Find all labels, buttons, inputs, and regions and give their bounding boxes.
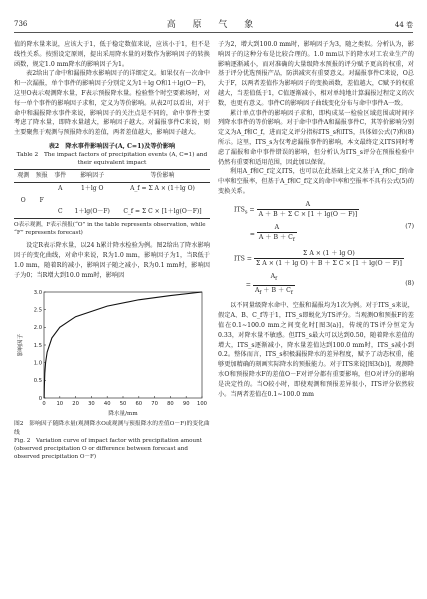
table-cell <box>33 206 52 218</box>
table-cell <box>14 182 33 194</box>
x-axis-label: 降水量/mm <box>108 411 138 418</box>
equation-number: (7) <box>405 222 414 230</box>
left-column <box>14 40 210 461</box>
table-header: 预报 <box>35 171 48 179</box>
paragraph: 值的降水量来说，应该大于1，低于稳定数值来说，应该小于1，但不是线性关系。按照设定原则，提出采用降水量的对数作为影响因子的转换函数，规定1.0 mm降水的影响因子为1。 <box>14 41 210 68</box>
equation-line: = $\frac{A}{A + B + C_f}$ <box>234 223 414 246</box>
paragraph: 表2给出了命中和漏报降水影响因子的详细定义。如果仅有一次命中和一次漏报，单个事件的影响因子分别定义为1＋lg O和1＋lg(O－F)，这里O表示观测降水量，F表示预报降水量。检验整个时空要素场时，对每一单个事件的影响因子求和，定义为等价影响。从表2可以看出，对于命中和漏报降水事件来说，影响因子的关注点是不同的，命中事件主要考虑了降水量，即降水量越大，影响因子越大。对漏报事件C来说，则主要聚焦于观测与预报降水的差值，两者差值越大，影响因子越大。 <box>14 70 210 137</box>
table-cell: 1＋lg O <box>81 184 104 192</box>
x-tick-label: 50 <box>119 401 127 408</box>
equation-number: (8) <box>405 279 414 287</box>
impact-factor-chart <box>14 286 210 418</box>
table-cell <box>51 195 70 207</box>
equation-line: ITS = $\frac{\text{Σ A × (1 ＋ lg O)}}{\text{Σ A × (1 ＋ lg O) ＋ B ＋ Σ C × [1 ＋ lg(O － F)]}}$ <box>234 249 402 268</box>
table-cell: A_f = Σ A × (1＋lg O) <box>130 184 195 192</box>
figure-caption-cn: 图2 影响因子随降水量(观测降水O或观测与预报降水的差值O－F)的变化曲线 <box>14 421 210 436</box>
table-header-row <box>14 169 210 182</box>
table-title-cn: 表2 降水事件影响因子(A, C=1)及等价影响 <box>48 142 176 150</box>
paragraph: 以不同量级降水命中、空报和漏报均为1次为例。对于ITS_s来说，假定A、B、C_f等于1，ITS_s即蜕化为TS评分。当观测O和预报F的差值在0.1~100.0 mm之间变化时[图3(a)]，传统的TS评分恒定为0.33，对降水量不敏感。但ITS_s最大可以达到0.50，随着降水差值的增大，ITS_s逐渐减小，降水量差值达到100.0 mm时，ITS_s减小到0.2。整体而言，ITS_s积极漏报降水的差异程度，赋予了动态权重，能够更加精确的刻画实际降水的预报能力。对于ITS来说[图3(b)]，观测降水O和预报降水F的差值O－F对评分都有重要影响，但O对评分的影响是决定性的。当O较小时，即使观测和预报差异很小，ITS评分依然较小。当两者差值在0.1~100.0 mm <box>218 302 414 398</box>
table-cell: C_f = Σ C × [1＋lg(O－F)] <box>123 208 202 216</box>
equation-fraction: $\frac{A}{\text{A ＋ B ＋ Σ C × [1 ＋ lg(O － F)]}}$ <box>258 200 358 219</box>
equation-7 <box>218 200 414 246</box>
table-cell: F <box>39 196 44 204</box>
x-tick-label: 20 <box>72 401 79 408</box>
y-tick-label: 2.0 <box>33 325 42 332</box>
paragraph: 累计单点事件的影响因子求和，即构成某一检验区域范围或时间序列降水事件的等价影响。对于命中事件A和漏报事件C，其等价影响分别定义为A_f和C_f，进而定义评分指标ITS_s和ITS，具体如公式(7)和(8)所示。这里，ITS_s为仅考虑漏报事件的影响，本文最终定义ITS同时考虑了漏报和命中事件错误的影响，但分析认为ITS_s评分在预报检验中仍然有重要和适用范围，因此加以保留。 <box>218 109 414 166</box>
table-cell: A <box>58 184 63 192</box>
table-header: 观测 <box>17 171 30 179</box>
y-tick-label: 2.5 <box>33 307 42 314</box>
table-cell <box>14 206 33 218</box>
equation-line: $ITS_s$ = $\frac{A}{\text{A ＋ B ＋ Σ C × [1 ＋ lg(O － F)]}}$ <box>234 200 358 219</box>
plot-frame <box>44 292 202 398</box>
table-cell <box>115 195 210 207</box>
table-header: 事件 <box>54 171 67 179</box>
y-tick-label: 3.0 <box>33 290 42 297</box>
y-tick-label: 0.5 <box>33 378 42 385</box>
equation-fraction: $\frac{A}{A + B + C_f}$ <box>258 223 295 244</box>
figure-caption-en: Fig. 2 Variation curve of impact factor with precipitation amount (observed precipitation O or difference between forecast and observed precipitation O－F) <box>14 438 202 461</box>
table-cell: 1＋lg(O－F) <box>74 208 110 216</box>
right-column <box>218 40 414 399</box>
table-header: 影响因子 <box>80 171 105 179</box>
paragraph: 设定R表示降水量，以24 h累计降水检验为例。图2给出了降水影响因子的变化曲线，对命中来说，R为1.0 mm，影响因子为1，当R低于1.0 mm，随着R的减小，影响因子随之减小，R为0.1 mm时，影响因子为0；当R增大到10.0 mm时，影响因 <box>14 242 210 279</box>
table-title-en: Table 2 The impact factors of precipitation events (A, C=1) and their equivalent impact <box>16 151 208 166</box>
x-tick-label: 70 <box>151 401 158 408</box>
page-number: 736 <box>14 20 28 28</box>
x-tick-label: 40 <box>103 401 111 408</box>
table-cell: C <box>57 208 63 216</box>
table-cell <box>33 182 52 194</box>
table-cell <box>70 195 115 207</box>
x-tick-label: 30 <box>88 401 95 408</box>
equation-fraction: $\frac{\text{Σ A × (1 ＋ lg O)}}{\text{Σ A × (1 ＋ lg O) ＋ B ＋ Σ C × [1 ＋ lg(O － F)]}}$ <box>255 249 402 268</box>
table-header: 等价影响 <box>150 171 175 179</box>
table-note: O表示观测，F表示预报(“O” in the table represents observation, while “F” represents forecast) <box>14 222 206 237</box>
equation-8 <box>218 249 414 298</box>
volume-label: 44 卷 <box>394 21 413 29</box>
y-tick-label: 1.5 <box>33 343 42 350</box>
x-tick-label: 10 <box>56 401 64 408</box>
y-axis-label: 影响因子 <box>18 334 24 357</box>
x-tick-label: 60 <box>135 401 143 408</box>
x-tick-label: 0 <box>42 401 46 408</box>
table-row <box>14 182 210 194</box>
y-tick-label: 1.0 <box>33 360 42 367</box>
equation-line: = $\frac{A_f}{A_f + B + C_f}$ <box>234 272 414 298</box>
journal-name: 高 原 气 象 <box>166 20 261 30</box>
y-tick-label: 0 <box>38 396 42 403</box>
paragraph: 子为2，增大到100.0 mm时，影响因子为3，随之类似。分析认为，影响因子的这种分布是比较合理的。1.0 mm以下的降水对工农业生产的影响逐渐减小，而对准确的大量级降水预报的评分赋予更高的权重，对基于评分优选预报产品，防洪减灾有重要意义。对漏报事件C来说，O总大于F，以两者差值作为影响因子的变换函数，差值越大，C赋予的权重越大，当差值低于1，C值逐渐减小，相对单纯地计算漏报过程定义的次数，也更有意义。事件C的影响因子曲线变化分布与命中事件A一致。 <box>218 41 414 107</box>
table-cell: O <box>20 196 26 204</box>
x-tick-label: 80 <box>167 401 174 408</box>
equation-fraction: $\frac{A_f}{A_f + B + C_f}$ <box>254 272 293 296</box>
table-row <box>14 195 210 207</box>
chart-svg <box>14 286 210 418</box>
table-row <box>14 206 210 218</box>
paragraph: 利用A_f和C_f定义ITS，也可以在此基础上定义基于A_f和C_f的命中率和空报率，但基于A_f和C_f定义的命中率和空报率不具有公式(5)的变换关系。 <box>218 168 414 195</box>
impact-factor-curve <box>44 292 202 398</box>
page-header <box>14 8 413 33</box>
x-tick-label: 90 <box>182 401 190 408</box>
impact-factor-table <box>14 169 210 219</box>
x-tick-label: 100 <box>197 401 207 408</box>
